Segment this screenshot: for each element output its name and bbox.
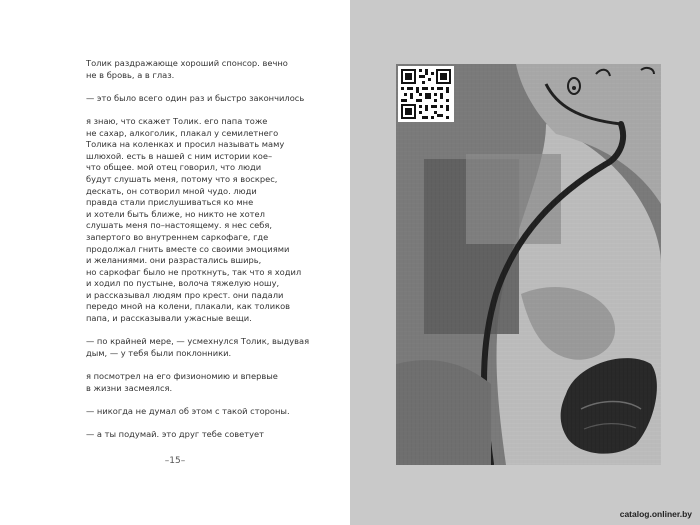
paragraph	[86, 336, 316, 359]
text-line: папа, и рассказывали ужасные вещи.	[86, 313, 252, 324]
text-line: — никогда не думал об этом с такой стороны.	[86, 405, 290, 416]
paragraph	[86, 429, 316, 441]
abstract-painting-image	[396, 64, 661, 465]
text-line: — это было всего один раз и быстро закончилось	[86, 92, 305, 103]
paragraph	[86, 93, 316, 105]
paragraph	[86, 58, 316, 81]
text-line: шлюхой. есть в нашей с ним истории кое–	[86, 150, 273, 161]
text-line: дым, — у тебя были поклонники.	[86, 347, 232, 358]
text-line: и хотели быть ближе, но никто не хотел	[86, 208, 265, 219]
text-line: Толика на коленках и просил называть маму	[86, 139, 285, 150]
text-line: я посмотрел на его физиономию и впервые	[86, 371, 278, 382]
text-line: слушать меня по–настоящему. я нес себя,	[86, 220, 272, 231]
text-line: но саркофаг было не проткнуть, так что я ходил	[86, 266, 302, 277]
watermark: catalog.onliner.by	[619, 509, 692, 519]
text-line: будут слушать меня, потому что я воскрес,	[86, 173, 278, 184]
text-line: и желаниями. они разрастались вширь,	[86, 255, 262, 266]
text-line: не сахар, алкоголик, плакал у семилетнего	[86, 127, 279, 138]
text-line: — а ты подумай. это друг тебе советует	[86, 429, 264, 439]
text-line: продолжал гнить вместе со своими эмоциями	[86, 243, 290, 254]
text-line: правда стали прислушиваться ко мне	[86, 197, 254, 208]
text-line: — по крайней мере, — усмехнулся Толик, выдувая	[86, 336, 310, 347]
page-number: –15–	[164, 456, 186, 466]
text-line: и ходил по пустыне, волоча тяжелую ношу,	[86, 278, 280, 289]
paragraph	[86, 406, 316, 418]
text-line: что общее. мой отец говорил, что люди	[86, 162, 262, 173]
text-line: и рассказывал людям про крест. они падали	[86, 289, 284, 300]
text-line: передо мной на колени, плакали, как толиков	[86, 301, 291, 312]
text-line: я знаю, что скажет Толик. его папа тоже	[86, 115, 268, 126]
text-line: в жизни засмеялся.	[86, 382, 173, 393]
text-line: дескать, он сотворил мной чудо. люди	[86, 185, 257, 196]
paragraph	[86, 116, 316, 325]
text-line: Толик раздражающе хороший спонсор. вечно	[86, 58, 288, 68]
text-line: не в бровь, а в глаз.	[86, 69, 175, 80]
body-text	[86, 58, 316, 452]
qr-code-icon[interactable]	[398, 66, 454, 122]
text-line: запертого во внутреннем саркофаге, где	[86, 231, 269, 242]
paragraph	[86, 371, 316, 394]
